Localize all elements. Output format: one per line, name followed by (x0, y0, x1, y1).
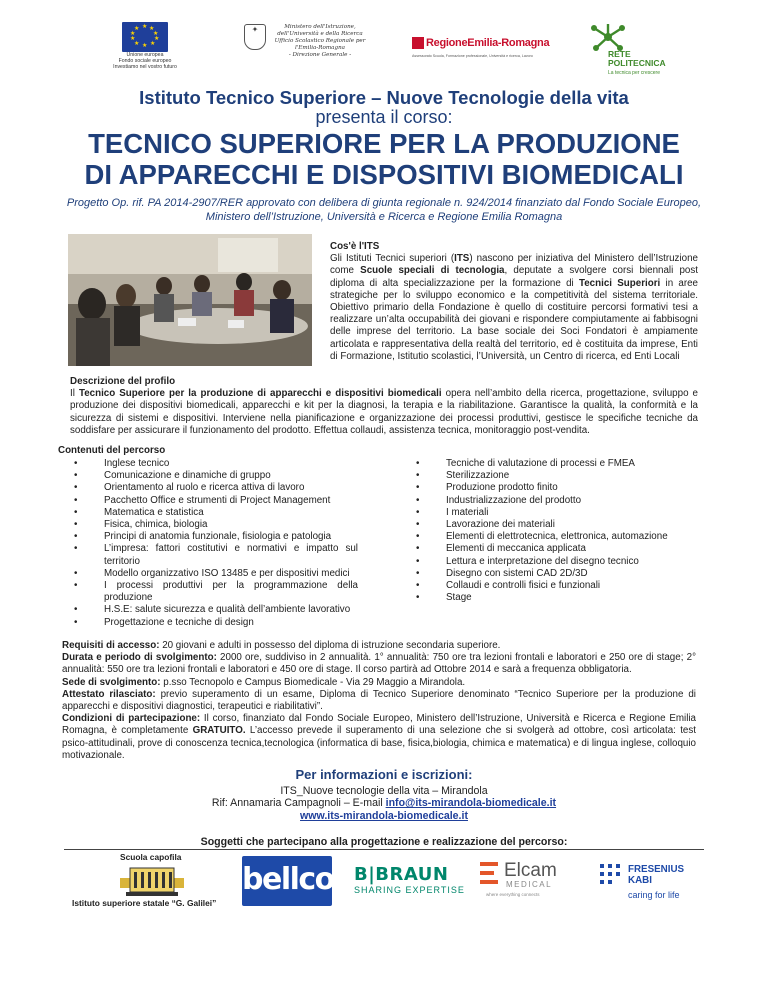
its-text-1: Gli Istituti Tecnici superiori ( (330, 253, 455, 265)
contents-section (58, 445, 718, 628)
contents-list-left (72, 458, 358, 629)
profile-paragraph (70, 388, 698, 437)
elcam-name: Elcam (504, 860, 557, 881)
list-item: • Sterilizzazione (414, 470, 714, 482)
participation-conditions (62, 713, 696, 762)
profile-bold: Tecnico Superiore per la produzione di apparecchi e dispositivi biomedicali (78, 388, 442, 400)
its-heading: Cos'è l'ITS (330, 241, 380, 252)
list-item: • Pacchetto Office e strumenti di Project Management (72, 495, 358, 507)
bbraun-tagline: SHARING EXPERTISE (354, 885, 465, 895)
course-title (0, 128, 768, 190)
info-contact: Rif: Annamaria Campagnoli – E-mail (211, 797, 386, 810)
regione-mark-icon (412, 37, 424, 49)
elcam-sub: MEDICAL (506, 880, 553, 889)
list-item: • Principi di anatomia funzionale, fisiologia e patologia (72, 531, 358, 543)
access-requirements (62, 640, 696, 652)
ministero-text-1: Ministero dell'Istruzione, (284, 24, 356, 30)
info-block (0, 785, 768, 822)
list-item: • L’impresa: fattori costitutivi e normativi e impatto sul territorio (72, 543, 358, 567)
regione-name: RegioneEmilia-Romagna (426, 36, 550, 49)
lead-school-name: Istituto superiore statale “G. Galilei” (72, 898, 217, 908)
duration-label: Durata e periodo di svolgimento: (62, 652, 217, 664)
info-line1: ITS_Nuove tecnologie della vita – Mirandola (280, 785, 488, 797)
list-item: • Comunicazione e dinamiche di gruppo (72, 470, 358, 482)
partners-heading: Soggetti che partecipano alla progettazione e realizzazione del percorso: (200, 836, 568, 848)
classroom-photo (68, 234, 312, 366)
course-title-line2: DI APPARECCHI E DISPOSITIVI BIOMEDICALI (84, 159, 684, 190)
contents-heading: Contenuti del percorso (58, 445, 166, 456)
certificate (62, 689, 696, 713)
lead-school-label: Scuola capofila (120, 852, 182, 862)
certificate-text: previo superamento di un esame, Diploma di Tecnico Superiore denominato “Tecnico Superiore per la produzione di apparecchi e dispositivi diagnostici, terapeutici e riabilitativi”. (62, 688, 696, 713)
bbraun-name: B|BRAUN (354, 864, 449, 885)
its-paragraph (330, 253, 698, 363)
list-item: • Produzione prodotto finito (414, 482, 714, 494)
fresenius-tagline: caring for life (628, 890, 680, 900)
eu-flag-icon: ★ ★ ★ ★ ★ ★ ★ ★ ★ ★ (122, 22, 168, 52)
elcam-mark-icon (480, 862, 498, 884)
its-text-3: , deputate a svolgere corsi biennali post diploma di alta specializzazione per la formazione di (330, 265, 698, 289)
project-reference (40, 196, 728, 224)
list-item: • Lettura e interpretazione del disegno tecnico (414, 556, 714, 568)
ministero-logo (240, 22, 370, 78)
list-item: • Inglese tecnico (72, 458, 358, 470)
ministero-text-3: Ufficio Scolastico Regionale per l'Emilia-Romagna (274, 38, 366, 51)
list-item: • Disegno con sistemi CAD 2D/3D (414, 568, 714, 580)
rete-tagline: La tecnica per crescere (608, 70, 660, 76)
its-bold-3: Tecnici Superiori (578, 277, 661, 289)
duration (62, 652, 696, 676)
eu-logo (104, 22, 186, 70)
free-badge: GRATUITO. (192, 725, 246, 737)
list-item: • Lavorazione dei materiali (414, 519, 714, 531)
list-item: • Industrializzazione del prodotto (414, 495, 714, 507)
profile-section (70, 376, 698, 437)
elcam-logo (476, 858, 584, 902)
profile-text: opera nell’ambito della ricerca, progettazione, sviluppo e produzione dei dispositivi biomedicali, apparecchi e kit per la diagnosi, la terapia e la riabilitazione. Garantisce la qualità, la conformità e la sicurezza di sistemi e dispositivi. Interviene nella pianificazione e organizzazione dei processi produttivi, gestisce le specifiche tecniche da soddisfare per assicurare il funzionamento del prodotto. Effettua collaudi, assistenza tecnica, monitoraggio post-vendita. (70, 388, 698, 436)
galilei-school-icon (120, 864, 184, 898)
its-bold-1: ITS (454, 253, 470, 265)
institute-heading: Istituto Tecnico Superiore – Nuove Tecnologie della vita (139, 87, 629, 108)
profile-heading: Descrizione del profilo (70, 376, 176, 387)
its-section (330, 241, 698, 363)
fresenius-mark-icon (598, 862, 622, 886)
list-item: • Orientamento al ruolo e ricerca attiva di lavoro (72, 482, 358, 494)
bbraun-logo (354, 864, 466, 895)
italian-emblem-icon: ✦ (244, 24, 266, 50)
presents-subheading: presenta il corso: (315, 107, 453, 127)
regione-subtitle: Assessorato Scuola, Formazione professionale, Università e ricerca, Lavoro (412, 54, 533, 58)
list-item: • Tecniche di valutazione di processi e FMEA (414, 458, 714, 470)
list-item: • I materiali (414, 507, 714, 519)
ministero-text-4: - Direzione Generale - (288, 52, 352, 58)
rete-network-icon (588, 22, 628, 52)
conditions-text-c: L’accesso prevede il superamento di una selezione che si svolgerà ad ottobre, così articolata: test psico-attitudinali, prove di conoscenza tecnica,tecnologica (informatica di base, fisica,biologia, chimica e matematica) e di lingua inglese, colloquio motivazionale. (62, 725, 696, 761)
project-line1: Progetto Op. rif. PA 2014-2907/RER approvato con delibera di giunta regionale n. 924/2014 finanziato dal Fondo Sociale Europeo, (66, 197, 702, 209)
regione-logo (412, 34, 552, 58)
list-item: • H.S.E: salute sicurezza e qualità dell’ambiente lavorativo (72, 604, 358, 616)
list-item: • Collaudi e controlli fisici e funzionali (414, 580, 714, 592)
rete-politecnica-logo (574, 22, 666, 84)
website-link[interactable]: www.its-mirandola-biomedicale.it (300, 809, 468, 822)
access-label: Requisiti di accesso: (62, 640, 160, 651)
bellco-logo: bellco (242, 856, 332, 906)
rete-name-1: RETE (608, 49, 631, 59)
venue (62, 677, 696, 689)
venue-text: p.sso Tecnopolo e Campus Biomedicale - Via 29 Maggio a Mirandola. (160, 676, 466, 688)
elcam-tagline: where everything connects (486, 892, 540, 897)
its-bold-2: Scuole speciali di tecnologia (360, 265, 505, 277)
eu-text-3: Investiamo nel vostro futuro (113, 64, 177, 70)
list-item: • Modello organizzativo ISO 13485 e per dispositivi medici (72, 568, 358, 580)
duration-text: 2000 ore, suddiviso in 2 annualità. 1° annualità: 750 ore tra lezioni frontali e laboratori e 250 ore di stage; 2° annualità: 550 ore tra lezioni frontali e laboratori e 450 ore di stage. Il corso partirà ad Ottobre 2014 e sarà a frequenza obbligatoria. (62, 652, 696, 676)
conditions-text-a: Il corso, finanziato dal Fondo Sociale Europeo, Ministero dell’Istruzione, Università e Ricerca e Regione Emilia Romagna, è completamente (62, 713, 696, 737)
course-title-line1: TECNICO SUPERIORE PER LA PRODUZIONE (88, 128, 680, 159)
project-line2: Ministero dell’Istruzione, Università e Ricerca e Regione Emilia Romagna (205, 211, 563, 223)
list-item: • I processi produttivi per la programmazione della produzione (72, 580, 358, 604)
fresenius-name-1: FRESENIUS (628, 864, 685, 875)
info-line2 (0, 797, 768, 809)
profile-text-pre: Il (70, 388, 79, 400)
its-text-2: ) nascono per iniziativa del Ministero dell’Istruzione come (330, 253, 698, 277)
fresenius-name-2: KABI (628, 875, 652, 886)
eu-text-2: Fondo sociale europeo (118, 58, 172, 64)
list-item: • Progettazione e tecniche di design (72, 617, 358, 629)
certificate-label: Attestato rilasciato: (62, 688, 156, 700)
email-link[interactable]: info@its-mirandola-biomedicale.it (385, 797, 557, 810)
list-item: • Elementi di meccanica applicata (414, 543, 714, 555)
requirements-section (62, 640, 696, 762)
list-item: • Matematica e statistica (72, 507, 358, 519)
conditions-label: Condizioni di partecipazione: (62, 713, 201, 725)
info-heading: Per informazioni e iscrizioni: (295, 767, 473, 782)
list-item: • Fisica, chimica, biologia (72, 519, 358, 531)
venue-label: Sede di svolgimento: (62, 676, 161, 688)
eu-text-1: Unione europea (126, 52, 164, 58)
logo-bar (0, 22, 768, 80)
ministero-text-2: dell'Università e della Ricerca (277, 31, 363, 37)
list-item: • Stage (414, 592, 714, 604)
contents-list-right (414, 458, 714, 604)
rete-name-2: POLITECNICA (608, 58, 666, 68)
divider (64, 849, 704, 850)
access-text: 20 giovani e adulti in possesso del diploma di istruzione secondaria superiore. (159, 640, 501, 651)
list-item: • Elementi di elettrotecnica, elettronica, automazione (414, 531, 714, 543)
its-text-4: in aree strategiche per lo sviluppo economico e la competitività del sistema territoriale. Obiettivo primario della Fondazione è quello di costituire percorsi formativi tesi a realizzare un’alta occupabilità dei giovani e rispondere compiutamente ai fabbisogni delle imprese del territorio. La base sociale dei Soci Fondatori è ampiamente articolata e rappresentativa della realtà del territorio, ed è costituita da imprese, Enti di Formazione, Istitutio scolastici, l’Università, un Centro di ricerca, ed Enti Locali (330, 277, 699, 362)
